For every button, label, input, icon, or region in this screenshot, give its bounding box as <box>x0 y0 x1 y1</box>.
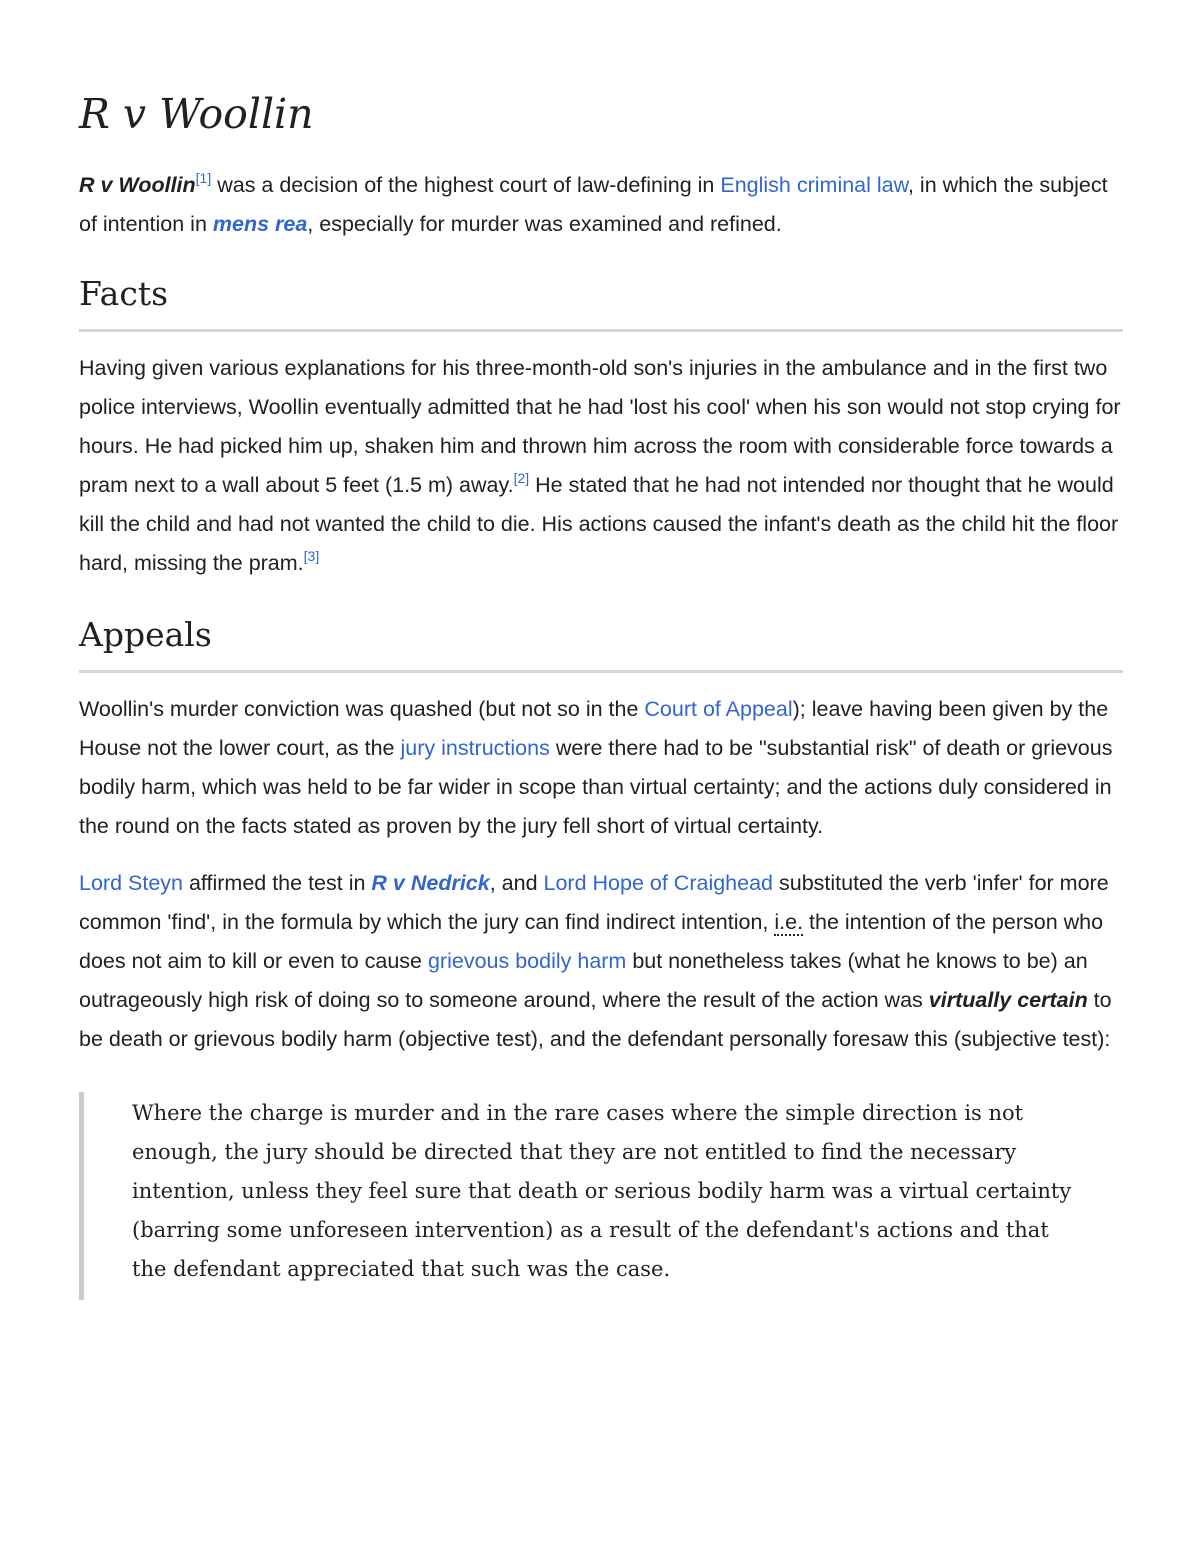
lord-hope-link[interactable]: Lord Hope of Craighead <box>543 871 774 895</box>
facts-heading: Facts <box>79 272 1123 332</box>
quote-block: Where the charge is murder and in the rare cases where the simple direction is not enough, the jury should be directed that they are not entitled to find the necessary intention, unless they feel sure that death or serious bodily harm was a virtual certainty (barring some unforeseen intervention) as a result of the defendant's actions and that the defendant appreciated that such was the case. <box>79 1092 1123 1300</box>
intro-text-2: , in which the subject of intention in <box>79 173 1108 236</box>
appeals-paragraph-1 <box>79 690 1123 846</box>
ie-abbreviation: i.e. <box>774 910 804 934</box>
appeals-p2-text-2: , and <box>489 871 544 895</box>
reference-1-link[interactable]: [1] <box>195 170 212 186</box>
r-v-nedrick-link[interactable]: R v Nedrick <box>371 871 490 895</box>
intro-text-1: was a decision of the highest court of law-defining in <box>211 173 721 197</box>
reference-3-link[interactable]: [3] <box>303 548 320 564</box>
intro-paragraph <box>79 166 1123 244</box>
facts-text-2: He stated that he had not intended nor thought that he would kill the child and had not wanted the child to die. His actions caused the infant's death as the child hit the floor hard, missing the pram. <box>79 473 1119 575</box>
facts-paragraph <box>79 349 1123 583</box>
article <box>79 88 1123 1300</box>
appeals-p2-text-3: substituted the verb 'infer' for more common 'find', in the formula by which the jury can find indirect intention, <box>79 871 1109 934</box>
appeals-paragraph-2 <box>79 864 1123 1059</box>
intro-text-3: , especially for murder was examined and refined. <box>307 212 782 236</box>
appeals-heading: Appeals <box>79 613 1123 673</box>
lord-steyn-link[interactable]: Lord Steyn <box>79 871 183 895</box>
reference-2-link[interactable]: [2] <box>513 470 530 486</box>
appeals-p2-text-6: to be death or grievous bodily harm (objective test), and the defendant personally foresaw this (subjective test): <box>79 988 1112 1051</box>
english-criminal-law-link[interactable]: English criminal law <box>720 173 908 197</box>
jury-instructions-link[interactable]: jury instructions <box>400 736 550 760</box>
virtually-certain-emphasis: virtually certain <box>928 988 1088 1012</box>
appeals-p1-text-3: were there had to be "substantial risk" of death or grievous bodily harm, which was held to be far wider in scope than virtual certainty; and the actions duly considered in the round on the facts stated as proven by the jury fell short of virtual certainty. <box>79 736 1113 838</box>
appeals-p2-text-4: the intention of the person who does not aim to kill or even to cause <box>79 910 1104 973</box>
grievous-bodily-harm-link[interactable]: grievous bodily harm <box>427 949 627 973</box>
court-of-appeal-link[interactable]: Court of Appeal <box>644 697 793 721</box>
case-name: R v Woollin <box>79 173 196 197</box>
appeals-p2-text-5: but nonetheless takes (what he knows to be) an outrageously high risk of doing so to someone around, where the result of the action was <box>79 949 1088 1012</box>
mens-rea-link[interactable]: mens rea <box>212 212 308 236</box>
appeals-p2-text-1: affirmed the test in <box>182 871 372 895</box>
facts-text-1: Having given various explanations for his three-month-old son's injuries in the ambulance and in the first two police interviews, Woollin eventually admitted that he had 'lost his cool' when his son would not stop crying for hours. He had picked him up, shaken him and thrown him across the room with considerable force towards a pram next to a wall about 5 feet (1.5 m) away. <box>79 356 1121 497</box>
appeals-p1-text-2: ); leave having been given by the House not the lower court, as the <box>79 697 1109 760</box>
appeals-p1-text-1: Woollin's murder conviction was quashed (but not so in the <box>79 697 645 721</box>
page-title: R v Woollin <box>79 90 314 138</box>
